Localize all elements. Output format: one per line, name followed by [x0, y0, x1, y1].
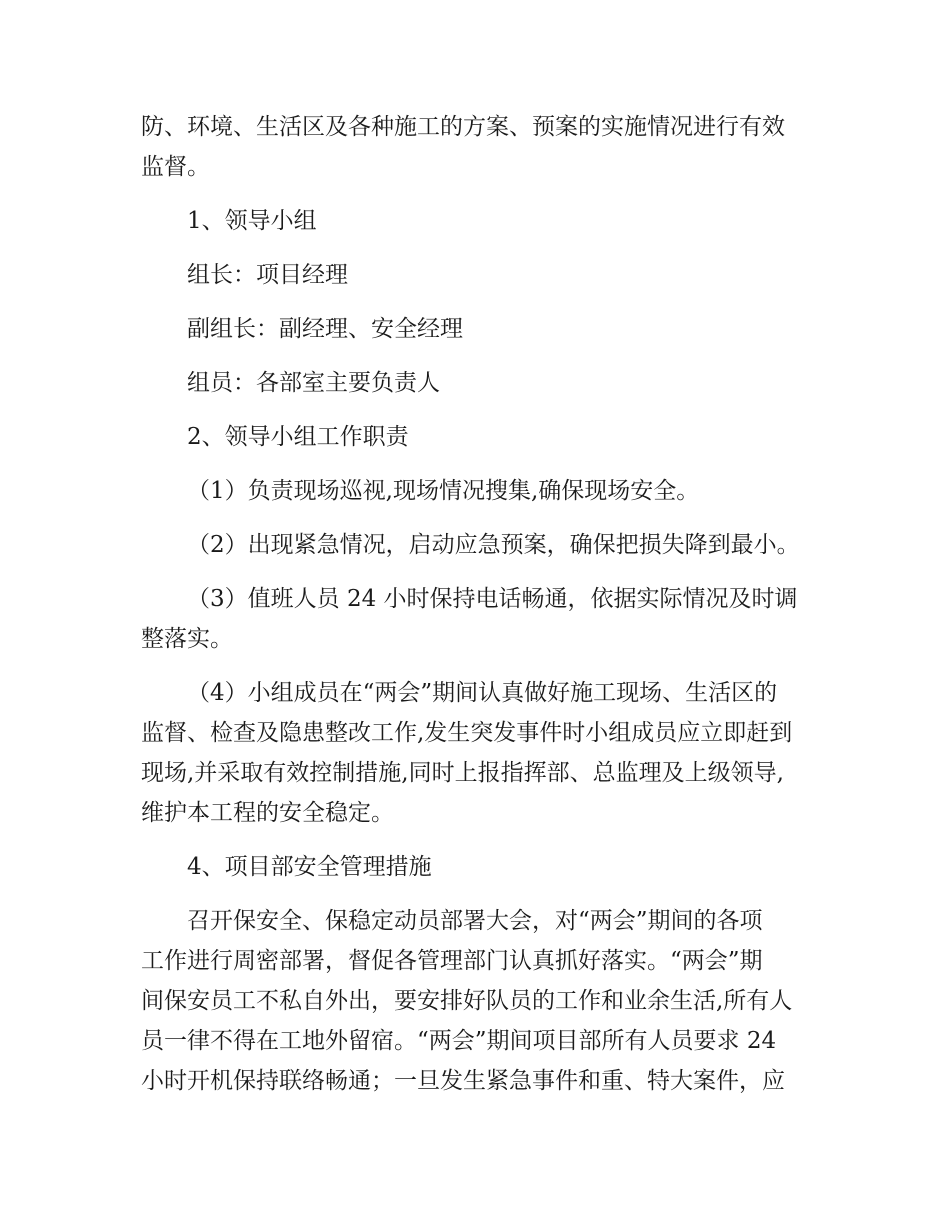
paragraph-line: 小时开机保持联络畅通；一旦发生紧急事件和重、特大案件，应 [141, 1068, 785, 1094]
section-heading: 4、项目部安全管理措施 [187, 854, 432, 880]
paragraph-line: 防、环境、生活区及各种施工的方案、预案的实施情况进行有效 [141, 114, 785, 140]
list-item-continuation: 整落实。 [141, 626, 233, 652]
section-heading: 1、领导小组 [187, 208, 317, 234]
paragraph-line: 召开保安全、保稳定动员部署大会，对“两会”期间的各项 [187, 908, 763, 934]
paragraph-line: 员一律不得在工地外留宿。“两会”期间项目部所有人员要求 24 [141, 1028, 777, 1054]
paragraph-line: 组长：项目经理 [187, 262, 348, 288]
paragraph-line: 间保安员工不私自外出，要安排好队员的工作和业余生活,所有人 [141, 988, 793, 1014]
list-item-continuation: 监督、检查及隐患整改工作,发生突发事件时小组成员应立即赶到 [141, 720, 793, 746]
section-heading: 2、领导小组工作职责 [187, 424, 409, 450]
paragraph-line: 监督。 [141, 154, 210, 180]
list-item: （4）小组成员在“两会”期间认真做好施工现场、生活区的 [187, 680, 778, 706]
list-item-continuation: 维护本工程的安全稳定。 [141, 800, 394, 826]
list-item: （2）出现紧急情况，启动应急预案，确保把损失降到最小。 [187, 532, 800, 558]
paragraph-line: 副组长：副经理、安全经理 [187, 316, 463, 342]
paragraph-line: 工作进行周密部署，督促各管理部门认真抓好落实。“两会”期 [141, 948, 763, 974]
list-item: （3）值班人员 24 小时保持电话畅通，依据实际情况及时调 [187, 586, 798, 612]
paragraph-line: 组员：各部室主要负责人 [187, 370, 440, 396]
list-item-continuation: 现场,并采取有效控制措施,同时上报指挥部、总监理及上级领导, [141, 760, 784, 786]
list-item: （1）负责现场巡视,现场情况搜集,确保现场安全。 [187, 478, 700, 504]
